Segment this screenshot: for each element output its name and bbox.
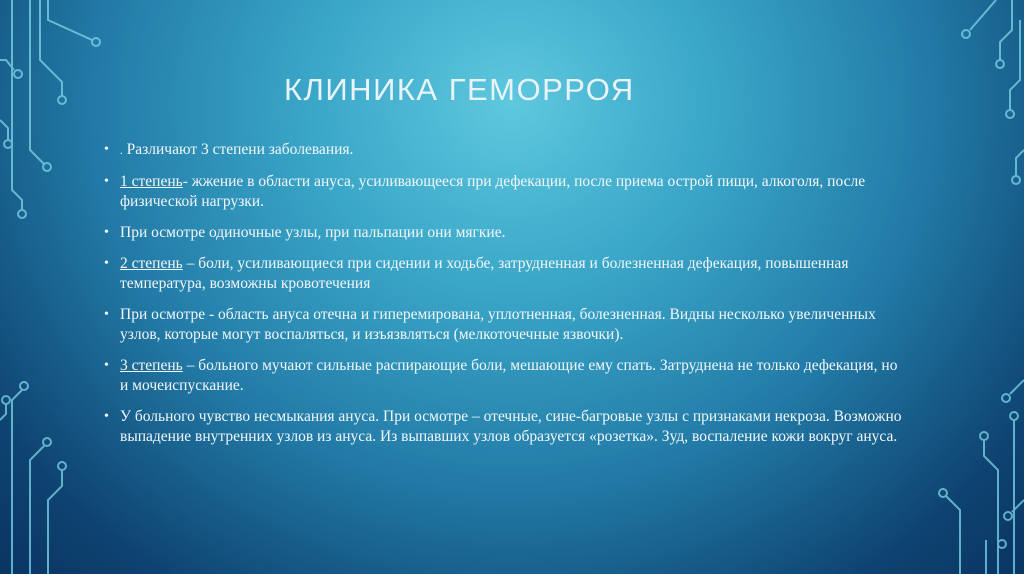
bullet-text: У больного чувство несмыкания ануса. При осмотре – отечные, сине-багровые узлы с признаками некроза. Возможно выпадение внутренних узлов из ануса. Из выпавших узлов образуется «розетка». Зуд, воспаление кожи вокруг ануса. [120,408,902,445]
bullet-text: – боли, усиливающиеся при сидении и ходьбе, затрудненная и болезненная дефекация, повышенная температура, возможны кровотечения [120,255,849,292]
bullet-item [104,140,904,161]
bullet-item [104,254,904,294]
bullet-item [104,172,904,212]
bullet-text: – больного мучают сильные распирающие боли, мешающие ему спать. Затруднена не только дефекация, но и мочеиспускание. [120,357,898,394]
bullet-item [104,356,904,396]
bullet-marker: . [120,145,123,157]
bullet-text: Различают 3 степени заболевания. [122,141,354,158]
slide-title: КЛИНИКА ГЕМОРРОЯ [284,72,635,107]
bullet-text: - жжение в области ануса, усиливающееся при дефекации, после приема острой пищи, алкоголя, после физической нагрузки. [120,173,866,210]
bullet-list [104,140,904,458]
bullet-text: При осмотре одиночные узлы, при пальпации они мягкие. [120,224,506,241]
stage-label: 1 степень [120,173,183,190]
bullet-text: При осмотре - область ануса отечна и гиперемирована, уплотненная, болезненная. Видны несколько увеличенных узлов, которые могут воспаляться, и изъязвляться (мелкоточечные язвочки). [120,306,876,343]
bullet-item [104,223,904,243]
bullet-item [104,407,904,447]
stage-label: 2 степень [120,255,183,272]
bullet-item [104,305,904,345]
stage-label: 3 степень [120,357,183,374]
